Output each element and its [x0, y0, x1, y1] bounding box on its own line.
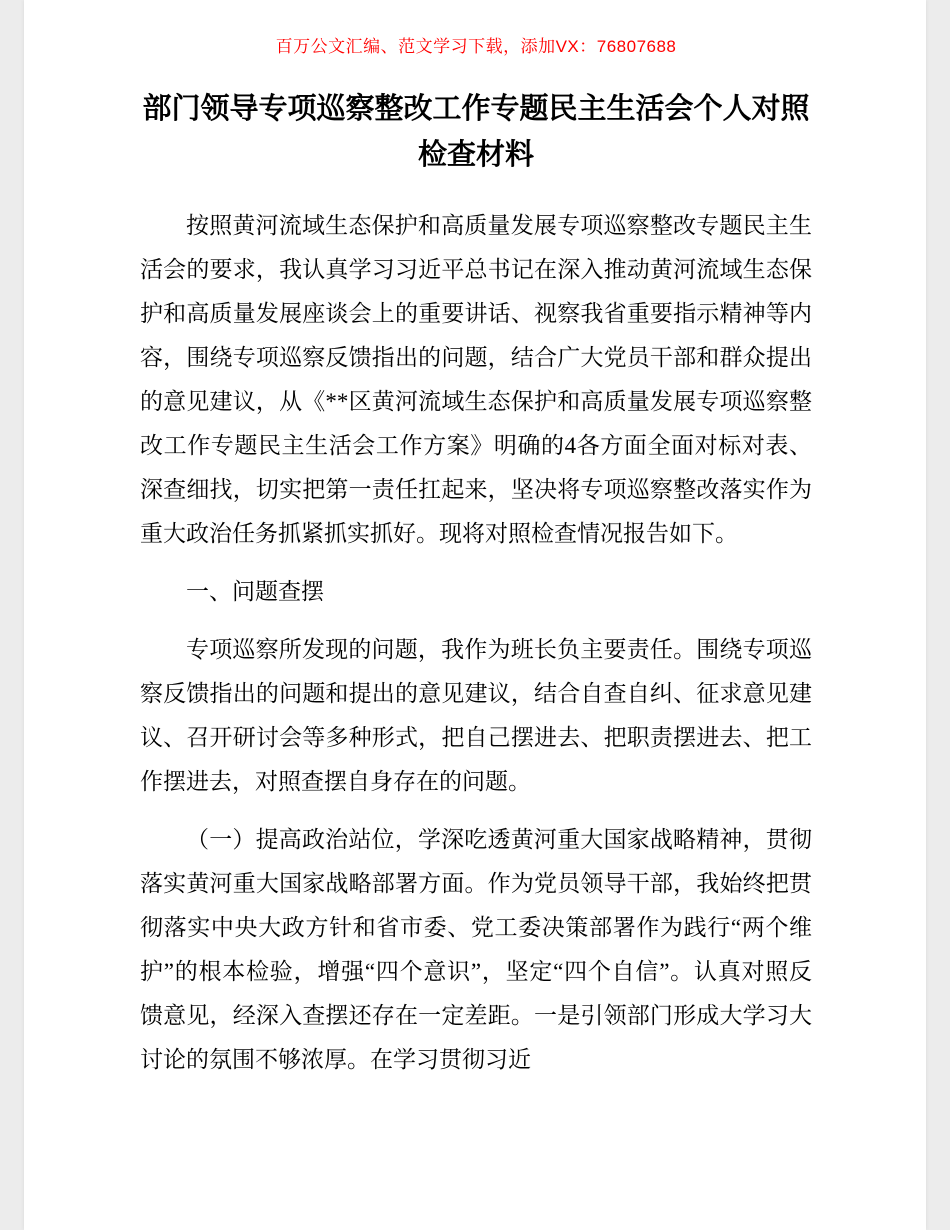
document-body [140, 204, 812, 1082]
paragraph-political-stance: （一）提高政治站位，学深吃透黄河重大国家战略精神，贯彻落实黄河重大国家战略部署方面。作为党员领导干部，我始终把贯彻落实中央大政方针和省市委、党工委决策部署作为践行“两个维护”的根本检验，增强“四个意识”，坚定“四个自信”。认真对照反馈意见，经深入查摆还存在一定差距。一是引领部门形成大学习大讨论的氛围不够浓厚。在学习贯彻习近 [140, 827, 812, 1072]
section-heading-problem-review: 一、问题查摆 [186, 579, 324, 604]
document-page [24, 0, 926, 1230]
paragraph-intro: 按照黄河流域生态保护和高质量发展专项巡察整改专题民主生活会的要求，我认真学习习近平总书记在深入推动黄河流域生态保护和高质量发展座谈会上的重要讲话、视察我省重要指示精神等内容，围绕专项巡察反馈指出的问题，结合广大党员干部和群众提出的意见建议，从《**区黄河流域生态保护和高质量发展专项巡察整改工作专题民主生活会工作方案》明确的4各方面全面对标对表、深查细找，切实把第一责任扛起来，坚决将专项巡察整改落实作为重大政治任务抓紧抓实抓好。现将对照检查情况报告如下。 [140, 213, 812, 546]
watermark-notice: 百万公文汇编、范文学习下载，添加VX：76807688 [275, 37, 677, 56]
paragraph-responsibility: 专项巡察所发现的问题，我作为班长负主要责任。围绕专项巡察反馈指出的问题和提出的意见建议，结合自查自纠、征求意见建议、召开研讨会等多种形式，把自己摆进去、把职责摆进去、把工作摆进去，对照查摆自身存在的问题。 [140, 637, 812, 794]
document-title: 部门领导专项巡察整改工作专题民主生活会个人对照检查材料 [142, 93, 810, 171]
